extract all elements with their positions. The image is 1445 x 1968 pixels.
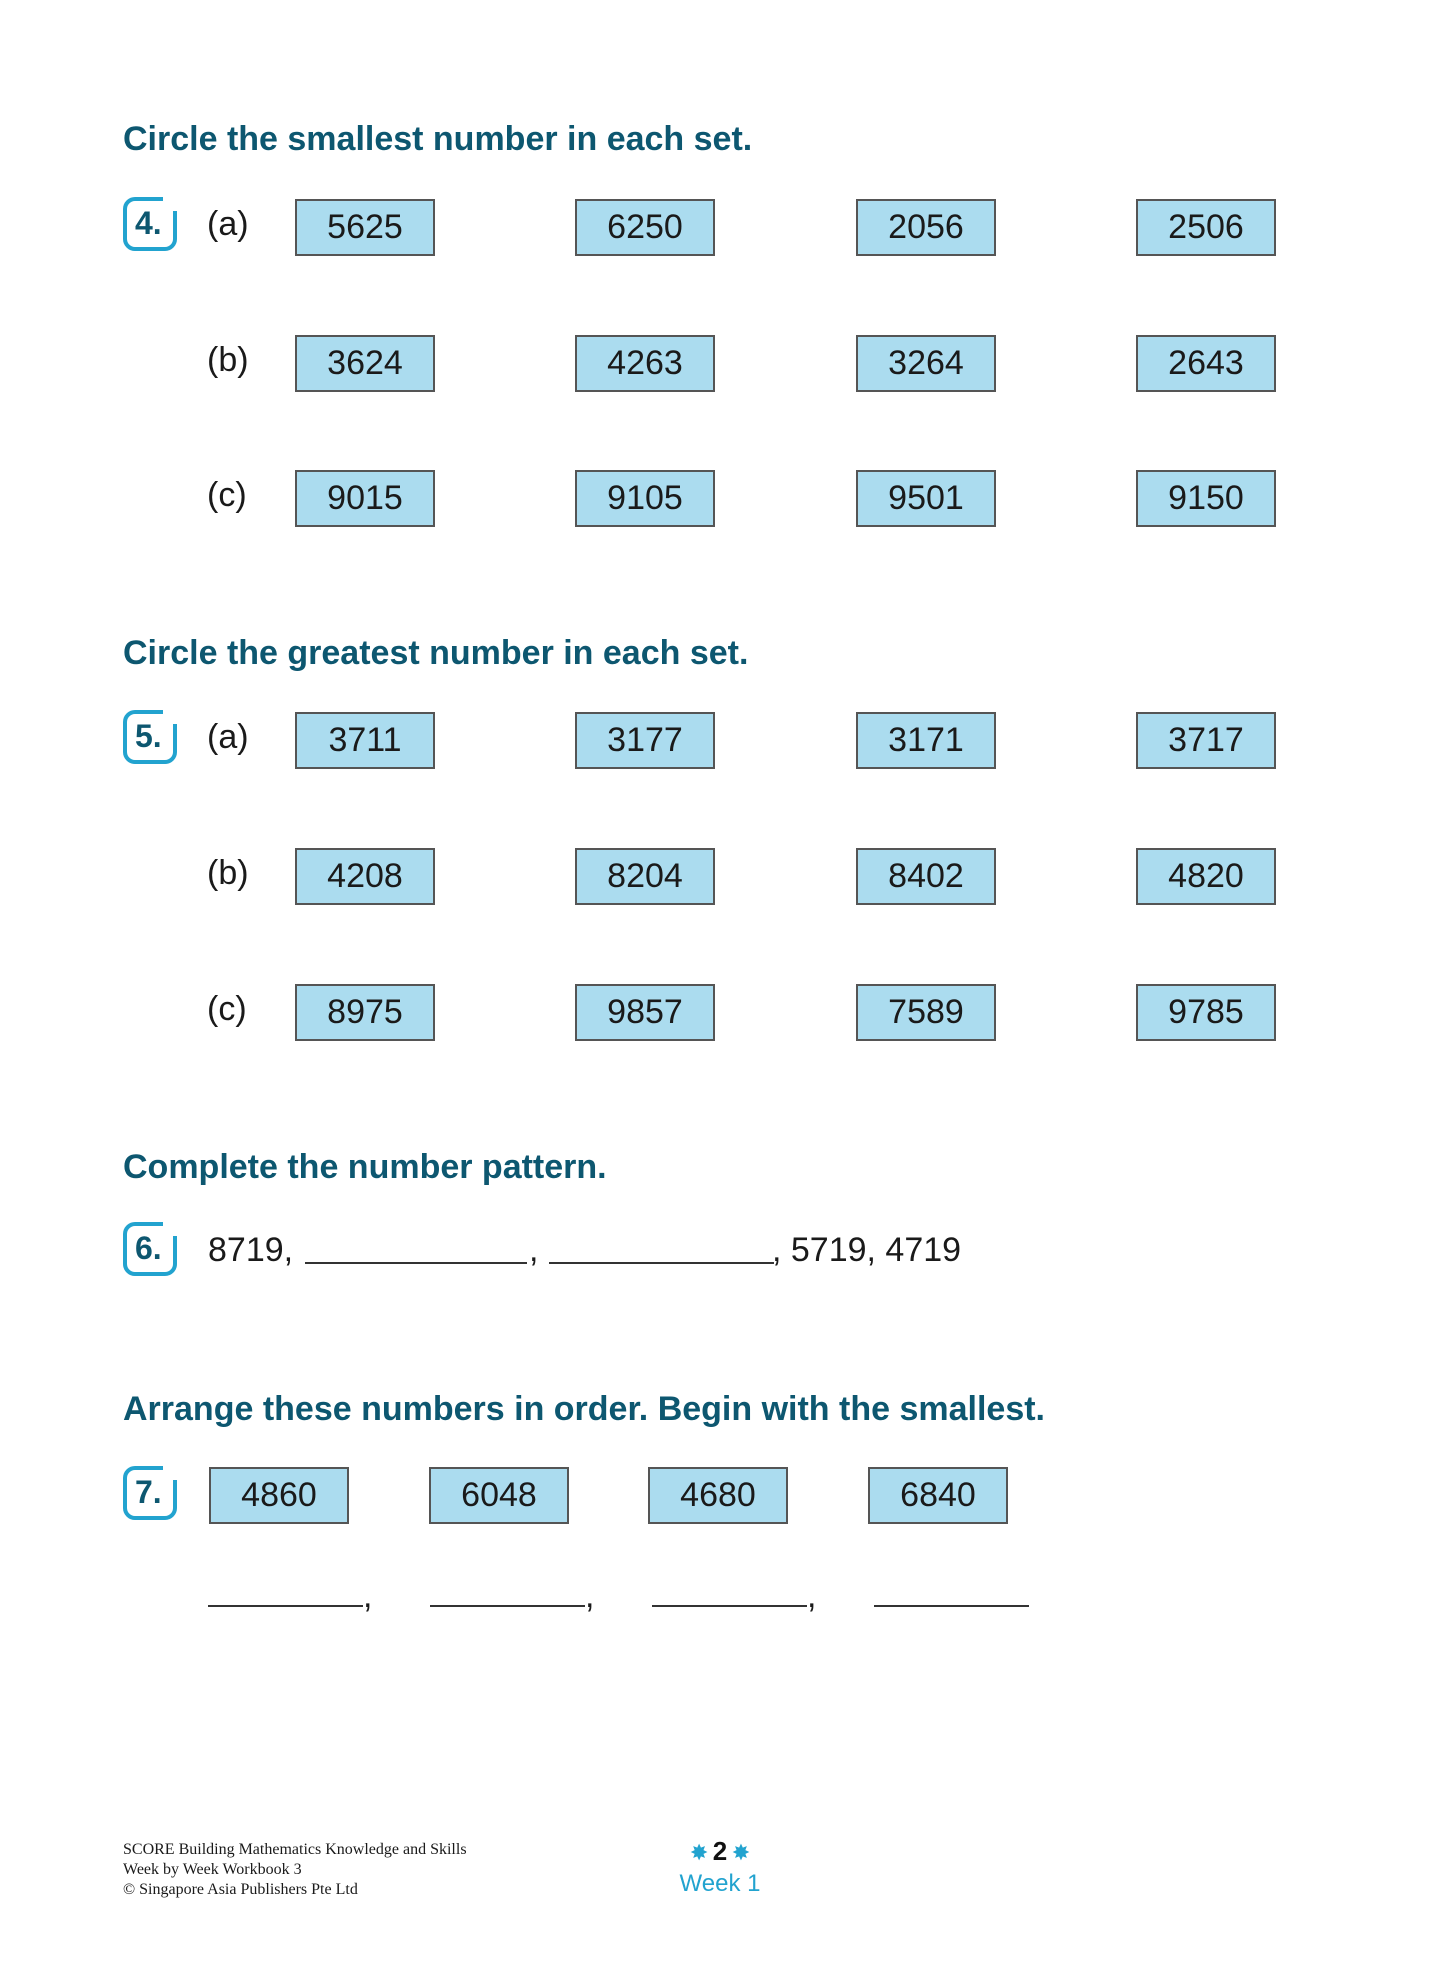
footer-credits xyxy=(123,1840,467,1900)
q4c-box-1[interactable]: 9015 xyxy=(295,470,435,527)
q4a-box-3[interactable]: 2056 xyxy=(856,199,996,256)
q5b-box-1[interactable]: 4208 xyxy=(295,848,435,905)
q7-number: 7. xyxy=(135,1474,162,1510)
footer-line-1: SCORE Building Mathematics Knowledge and Skills xyxy=(123,1841,467,1858)
q5a-label: (a) xyxy=(207,718,249,756)
q4a-box-2[interactable]: 6250 xyxy=(575,199,715,256)
q7-answer-blank-4[interactable] xyxy=(874,1605,1029,1607)
q6-heading: Complete the number pattern. xyxy=(123,1148,607,1186)
q4b-box-1[interactable]: 3624 xyxy=(295,335,435,392)
q7-box-2[interactable]: 6048 xyxy=(429,1467,569,1524)
q5-number: 5. xyxy=(135,718,162,754)
q6-blank-2[interactable] xyxy=(549,1262,774,1264)
q6-first-value: 8719, xyxy=(208,1231,294,1269)
q4a-label: (a) xyxy=(207,205,249,243)
page-number-block xyxy=(675,1836,765,1867)
q4c-box-2[interactable]: 9105 xyxy=(575,470,715,527)
q4-number: 4. xyxy=(135,205,162,241)
q5b-box-4[interactable]: 4820 xyxy=(1136,848,1276,905)
page-number: 2 xyxy=(712,1836,728,1866)
q7-comma-1: , xyxy=(363,1577,373,1615)
q5b-label: (b) xyxy=(207,854,249,892)
q4b-box-2[interactable]: 4263 xyxy=(575,335,715,392)
footer-line-2: Week by Week Workbook 3 xyxy=(123,1861,302,1878)
q7-box-4[interactable]: 6840 xyxy=(868,1467,1008,1524)
q4c-box-3[interactable]: 9501 xyxy=(856,470,996,527)
q4-number-badge xyxy=(123,197,177,251)
q5a-box-3[interactable]: 3171 xyxy=(856,712,996,769)
q5c-label: (c) xyxy=(207,990,247,1028)
q5a-box-2[interactable]: 3177 xyxy=(575,712,715,769)
q7-heading: Arrange these numbers in order. Begin with the smallest. xyxy=(123,1390,1046,1428)
q6-blank-1[interactable] xyxy=(305,1262,527,1264)
q6-comma: , xyxy=(529,1231,539,1269)
q5b-box-3[interactable]: 8402 xyxy=(856,848,996,905)
star-icon: ✸ xyxy=(689,1840,709,1865)
q6-number: 6. xyxy=(135,1230,162,1266)
q4a-box-1[interactable]: 5625 xyxy=(295,199,435,256)
q4b-label: (b) xyxy=(207,341,249,379)
q4a-box-4[interactable]: 2506 xyxy=(1136,199,1276,256)
q7-answer-blank-1[interactable] xyxy=(208,1605,363,1607)
q6-last-values: , 5719, 4719 xyxy=(772,1231,962,1269)
q4c-label: (c) xyxy=(207,476,247,514)
q4b-box-4[interactable]: 2643 xyxy=(1136,335,1276,392)
week-label: Week 1 xyxy=(679,1870,761,1897)
q7-comma-3: , xyxy=(807,1577,817,1615)
q5c-box-2[interactable]: 9857 xyxy=(575,984,715,1041)
q4c-box-4[interactable]: 9150 xyxy=(1136,470,1276,527)
q5a-box-4[interactable]: 3717 xyxy=(1136,712,1276,769)
q5a-box-1[interactable]: 3711 xyxy=(295,712,435,769)
star-icon: ✸ xyxy=(731,1840,751,1865)
q7-box-3[interactable]: 4680 xyxy=(648,1467,788,1524)
q5-heading: Circle the greatest number in each set. xyxy=(123,634,749,672)
q5c-box-3[interactable]: 7589 xyxy=(856,984,996,1041)
q7-comma-2: , xyxy=(585,1577,595,1615)
q5b-box-2[interactable]: 8204 xyxy=(575,848,715,905)
q7-answer-blank-3[interactable] xyxy=(652,1605,807,1607)
footer-line-3: © Singapore Asia Publishers Pte Ltd xyxy=(123,1881,358,1898)
q5-number-badge xyxy=(123,710,177,764)
q7-box-1[interactable]: 4860 xyxy=(209,1467,349,1524)
q5c-box-4[interactable]: 9785 xyxy=(1136,984,1276,1041)
q5c-box-1[interactable]: 8975 xyxy=(295,984,435,1041)
q4b-box-3[interactable]: 3264 xyxy=(856,335,996,392)
q6-number-badge xyxy=(123,1222,177,1276)
q4-heading: Circle the smallest number in each set. xyxy=(123,120,753,158)
q7-answer-blank-2[interactable] xyxy=(430,1605,585,1607)
q7-number-badge xyxy=(123,1466,177,1520)
